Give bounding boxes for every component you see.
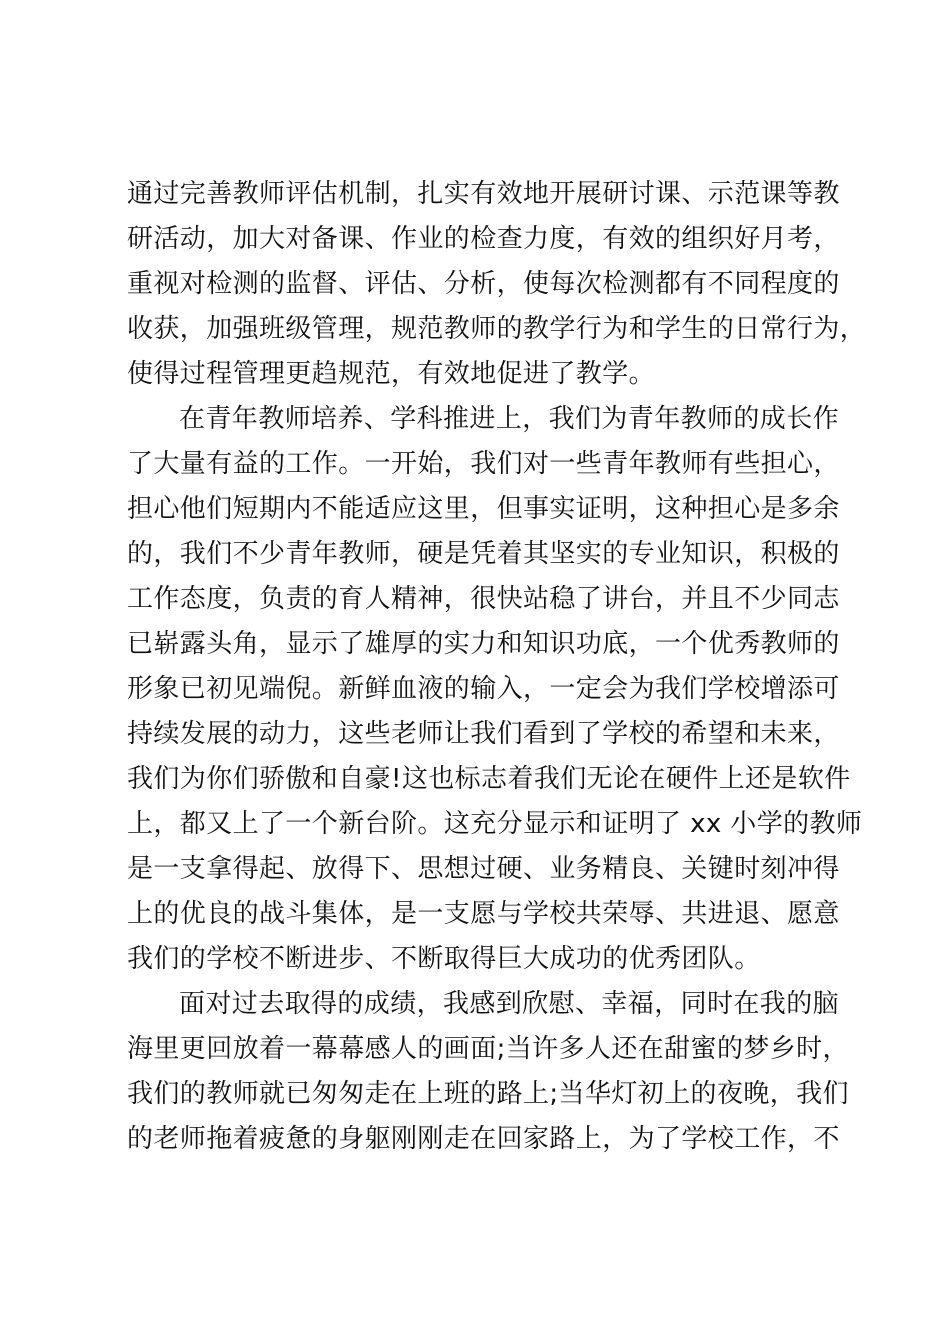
- text-line: 的老师拖着疲惫的身躯刚刚走在回家路上，为了学校工作，不: [127, 1124, 840, 1154]
- paragraph-2: [127, 397, 863, 982]
- document-body: [127, 172, 867, 1162]
- text-line: 上，都又上了一个新台阶。这充分显示和证明了 xx 小学的教师: [127, 809, 863, 839]
- text-line: 了大量有益的工作。一开始，我们对一些青年教师有些担心，: [127, 449, 840, 479]
- text-line: 工作态度，负责的育人精神，很快站稳了讲台，并且不少同志: [127, 584, 840, 614]
- text-line: 我们的学校不断进步、不断取得巨大成功的优秀团队。: [127, 944, 761, 974]
- paragraph-3: [127, 982, 847, 1162]
- text-line: 的，我们不少青年教师，硬是凭着其坚实的专业知识，积极的: [127, 539, 840, 569]
- text-line: 上的优良的战斗集体，是一支愿与学校共荣辱、共进退、愿意: [127, 899, 840, 929]
- text-line: 使得过程管理更趋规范，有效地促进了教学。: [127, 359, 656, 389]
- text-line: 是一支拿得起、放得下、思想过硬、业务精良、关键时刻冲得: [127, 854, 840, 884]
- text-line: 面对过去取得的成绩，我感到欣慰、幸福，同时在我的脑: [179, 989, 840, 1019]
- text-line: 已崭露头角，显示了雄厚的实力和知识功底，一个优秀教师的: [127, 629, 840, 659]
- text-line: 研活动，加大对备课、作业的检查力度，有效的组织好月考，: [127, 224, 840, 254]
- text-line: 持续发展的动力，这些老师让我们看到了学校的希望和未来，: [127, 719, 840, 749]
- text-line: 通过完善教师评估机制，扎实有效地开展研讨课、示范课等教: [127, 179, 840, 209]
- text-line: 我们的教师就已匆匆走在上班的路上;当华灯初上的夜晚，我们: [127, 1079, 849, 1109]
- paragraph-1: [127, 172, 867, 397]
- text-line: 在青年教师培养、学科推进上，我们为青年教师的成长作: [179, 404, 840, 434]
- text-line: 海里更回放着一幕幕感人的画面;当许多人还在甜蜜的梦乡时，: [127, 1034, 849, 1064]
- text-line: 我们为你们骄傲和自豪!这也标志着我们无论在硬件上还是软件: [127, 764, 851, 794]
- text-line: 收获，加强班级管理，规范教师的教学行为和学生的日常行为，: [127, 314, 867, 344]
- text-line: 重视对检测的监督、评估、分析，使每次检测都有不同程度的: [127, 269, 840, 299]
- text-line: 形象已初见端倪。新鲜血液的输入，一定会为我们学校增添可: [127, 674, 840, 704]
- text-line: 担心他们短期内不能适应这里，但事实证明，这种担心是多余: [127, 494, 840, 524]
